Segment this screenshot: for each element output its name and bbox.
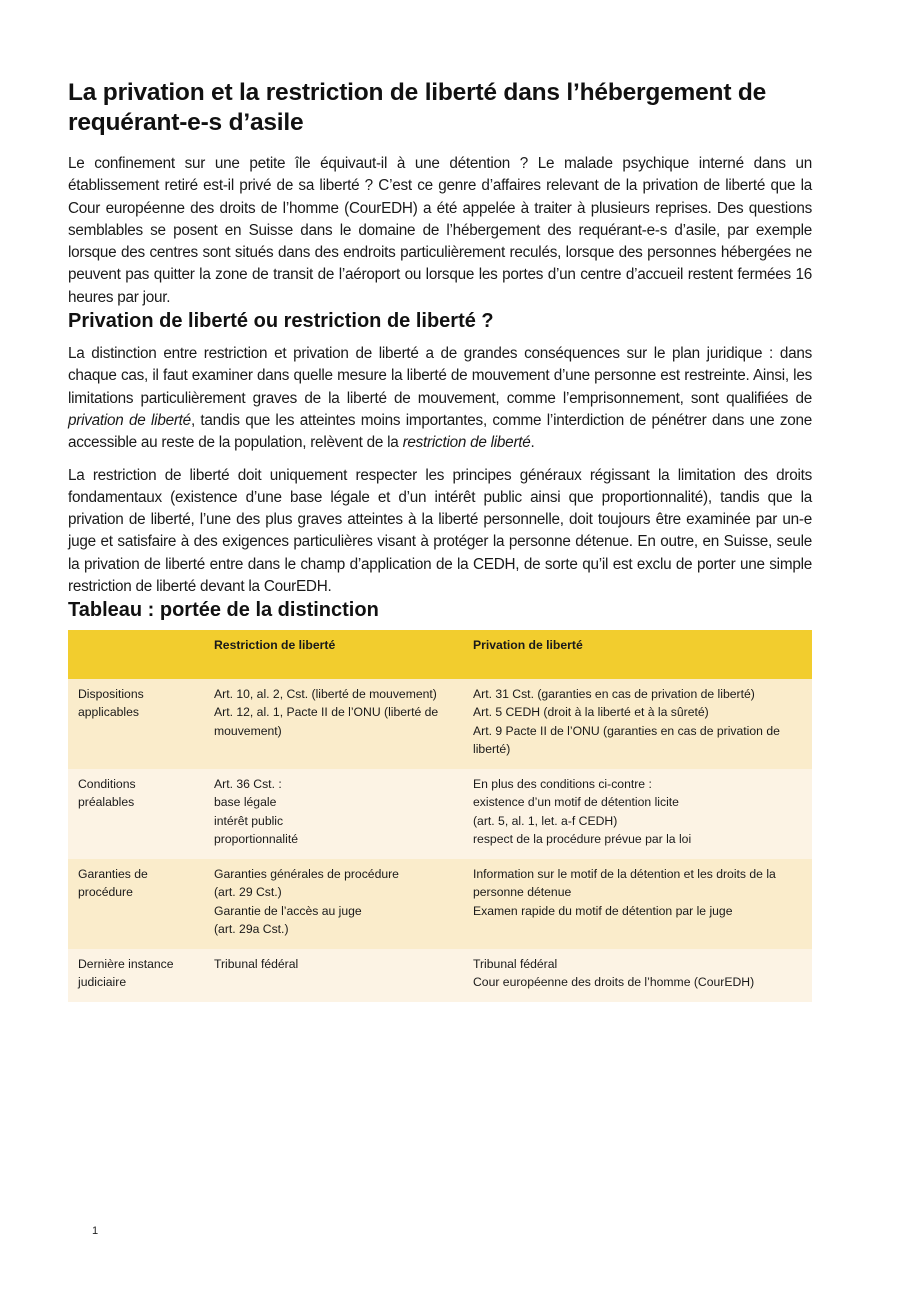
intro-paragraph: Le confinement sur une petite île équivaut-il à une détention ? Le malade psychique interné dans un établissement retiré est-il privé de sa liberté ? C’est ce genre d’affaires relevant de la privation de liberté que la Cour européenne des droits de l’homme (CourEDH) a été appelée à traiter à plusieurs reprises. Des questions semblables se posent en Suisse dans le domaine de l’hébergement des requérant-e-s d’asile, par exemple lorsque des centres sont situés dans des endroits particulièrement reculés, lorsque des personnes hébergées ne peuvent pas quitter la zone de transit de l’aéroport ou lorsque les portes d’un centre d’accueil restent fermées 16 heures par jour.: [68, 155, 812, 306]
cell-line: (art. 29a Cst.): [214, 922, 289, 937]
cell-line: base légale: [214, 795, 277, 810]
cell-line: Cour européenne des droits de l’homme (CourEDH): [473, 975, 755, 990]
cell-privation: [463, 949, 812, 1002]
paragraph-text: , tandis que les atteintes moins importantes, comme l’interdiction de pénétrer dans une zone accessible au reste de la population, relèvent de la: [68, 411, 812, 452]
cell-line: respect de la procédure prévue par la loi: [473, 832, 692, 847]
section-paragraph-1: [68, 343, 812, 454]
table-row: [68, 769, 812, 859]
cell-line: (art. 29 Cst.): [214, 885, 282, 900]
row-label: Dispositions applicables: [68, 679, 204, 769]
emphasis-privation: privation de liberté: [68, 411, 191, 429]
cell-privation: [463, 679, 812, 769]
table-heading: Tableau : portée de la distinction: [68, 599, 379, 622]
cell-line: Art. 31 Cst. (garanties en cas de privation de liberté): [473, 686, 755, 701]
cell-line: proportionnalité: [214, 832, 299, 847]
cell-privation: [463, 859, 812, 949]
comparison-table: [68, 630, 812, 1002]
cell-restriction: [204, 769, 463, 859]
table-row: [68, 949, 812, 1002]
cell-line: En plus des conditions ci-contre :: [473, 776, 652, 791]
table-row: [68, 859, 812, 949]
cell-line: Garantie de l’accès au juge: [214, 903, 362, 918]
cell-line: (art. 5, al. 1, let. a-f CEDH): [473, 813, 618, 828]
page-number: 1: [92, 1225, 99, 1237]
table-header-restriction: Restriction de liberté: [204, 630, 463, 679]
emphasis-restriction: restriction de liberté: [402, 434, 531, 452]
row-label: Garanties de procédure: [68, 859, 204, 949]
paragraph-text: La distinction entre restriction et privation de liberté a de grandes conséquences sur le plan juridique : dans chaque cas, il faut examiner dans quelle mesure la liberté de mouvement d’une personne est restreinte. Ainsi, les limitations particulièrement graves de la liberté de mouvement, comme l’emprisonnement, sont qualifiées de: [68, 345, 812, 407]
section-heading-privation-restriction: Privation de liberté ou restriction de liberté ?: [68, 310, 494, 333]
table-header-row: [68, 630, 812, 679]
document-page: [68, 78, 812, 1002]
cell-privation: [463, 769, 812, 859]
row-label: Dernière instance judiciaire: [68, 949, 204, 1002]
cell-line: Examen rapide du motif de détention par le juge: [473, 903, 733, 918]
section-paragraph-2: La restriction de liberté doit uniquement respecter les principes généraux régissant la limitation des droits fondamentaux (existence d’une base légale et d’un intérêt public ainsi que proportionnalité), tandis que la privation de liberté, l’une des plus graves atteintes à la liberté personnelle, doit toujours être examinée par un-e juge et satisfaire à des exigences particulières visant à protéger la personne détenue. En outre, en Suisse, seule la privation de liberté entre dans le champ d’application de la CEDH, de sorte qu’il est exclu de porter une simple restriction de liberté devant la CourEDH.: [68, 466, 812, 596]
cell-line: Art. 12, al. 1, Pacte II de l’ONU (liberté de mouvement): [214, 705, 439, 738]
paragraph-text: .: [530, 434, 535, 452]
cell-restriction: [204, 859, 463, 949]
page-title: La privation et la restriction de liberté dans l’hébergement de requérant-e-s d’asile: [68, 79, 767, 136]
row-label: Conditions préalables: [68, 769, 204, 859]
cell-restriction: [204, 949, 463, 1002]
table-header-privation: Privation de liberté: [463, 630, 812, 679]
cell-line: Art. 10, al. 2, Cst. (liberté de mouvement): [214, 686, 437, 701]
table-row: [68, 679, 812, 769]
cell-line: Art. 5 CEDH (droit à la liberté et à la sûreté): [473, 705, 709, 720]
cell-line: Art. 9 Pacte II de l’ONU (garanties en cas de privation de liberté): [473, 723, 780, 757]
cell-line: Garanties générales de procédure: [214, 866, 399, 881]
cell-line: Tribunal fédéral: [214, 956, 299, 971]
cell-line: Art. 36 Cst. :: [214, 776, 282, 791]
cell-line: Information sur le motif de la détention et les droits de la personne détenue: [473, 866, 776, 900]
cell-line: intérêt public: [214, 813, 284, 828]
table-header-empty: [68, 630, 204, 679]
cell-restriction: [204, 679, 463, 769]
cell-line: Tribunal fédéral: [473, 956, 558, 971]
cell-line: existence d’un motif de détention licite: [473, 795, 679, 810]
